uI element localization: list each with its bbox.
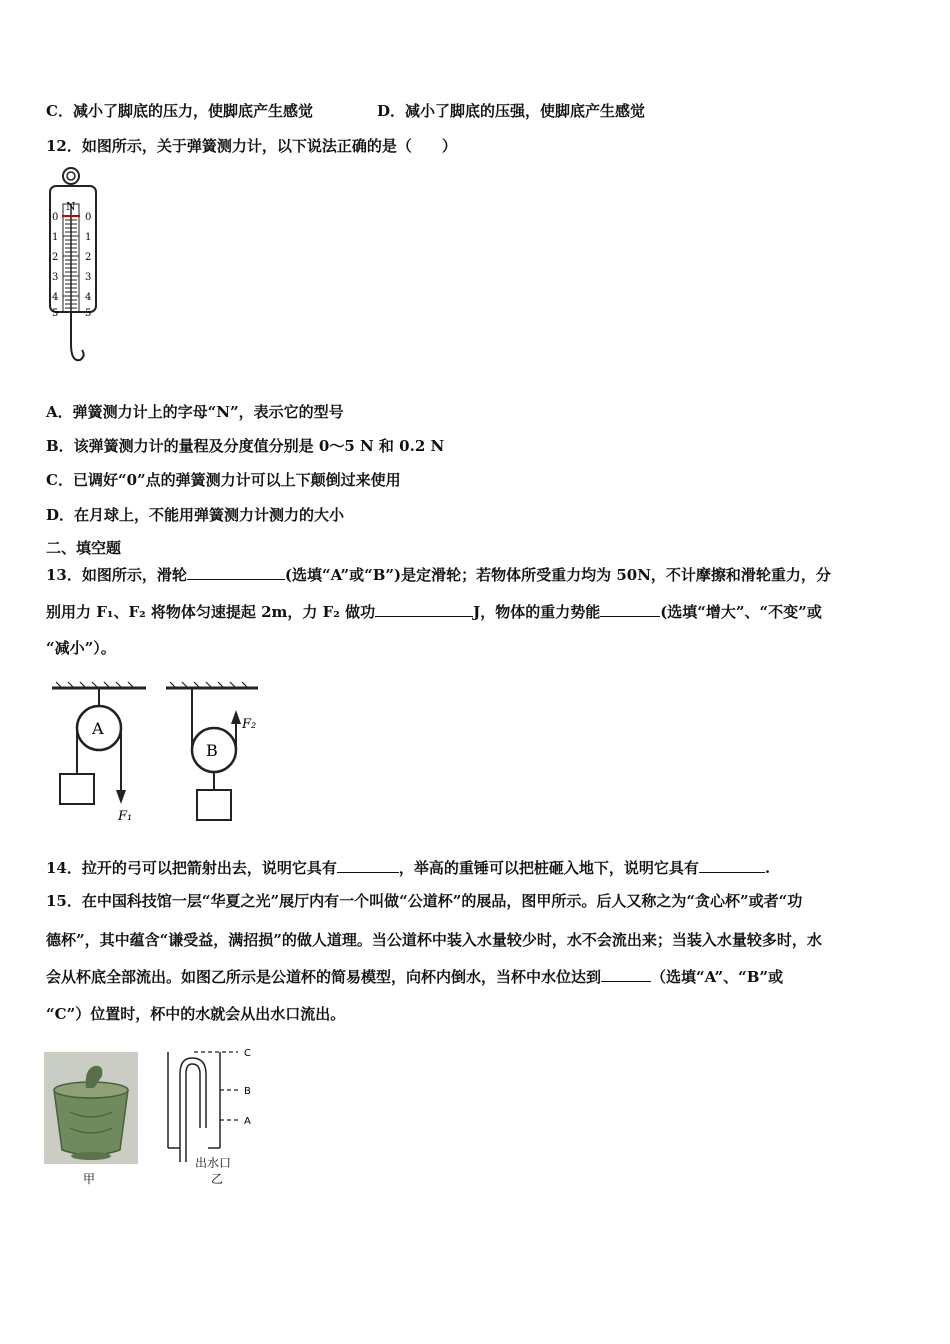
q12-option-b: B．该弹簧测力计的量程及分度值分别是 0～5 N 和 0.2 N [46,437,445,455]
svg-text:2: 2 [52,252,59,263]
hook-icon [71,344,84,360]
spring-scale-figure [44,164,104,374]
svg-text:0: 0 [85,212,92,223]
q14-blank-1[interactable] [337,858,399,873]
cup-photo [44,1052,138,1164]
q15-line-3: 会从杯底全部流出。如图乙所示是公道杯的简易模型，向杯内倒水，当杯中水位达到 （选填“A”、“B”或 [46,968,784,986]
q15-blank[interactable] [601,967,651,982]
q13-line-2: 别用力 F₁、F₂ 将物体匀速提起 2m，力 F₂ 做功 J，物体的重力势能 (选填“增大”、“不变”或 [46,603,822,621]
svg-text:3: 3 [85,272,92,283]
pulley-a-label: A [92,719,104,738]
q13-line-3: “减小”）。 [46,639,116,657]
q12-stem: 12．如图所示，关于弹簧测力计，以下说法正确的是（ ） [46,137,457,155]
q12-option-d: D．在月球上，不能用弹簧测力计测力的大小 [46,506,345,524]
q15-line-2: 德杯”，其中蕴含“谦受益，满招损”的做人道理。当公道杯中装入水量较少时，水不会流出来；当装入水量较多时，水 [46,931,822,949]
level-c-label: C [244,1048,251,1059]
cup-model-figure [160,1044,270,1168]
q11-option-d: D．减小了脚底的压强，使脚底产生感觉 [377,102,646,120]
q13-blank-1[interactable] [187,565,285,580]
q11-option-c: C．减小了脚底的压力，使脚底产生感觉 [46,102,313,120]
svg-text:1: 1 [52,232,59,243]
pulley-b-label: B [206,741,218,760]
svg-text:3: 3 [52,272,59,283]
unit-label: N [66,200,76,213]
q15-line-1: 15．在中国科技馆一层“华夏之光”展厅内有一个叫做“公道杯”的展品，图甲所示。后人又称之为“贪心杯”或者“功 [46,892,803,910]
caption-yi: 乙 [211,1172,224,1186]
q13-blank-2[interactable] [375,602,473,617]
svg-text:5: 5 [52,308,59,319]
svg-text:4: 4 [85,292,92,303]
q13-line-1: 13．如图所示，滑轮 (选填“A”或“B”)是定滑轮；若物体所受重力均为 50N，不计摩擦和滑轮重力，分 [46,566,831,584]
svg-text:4: 4 [52,292,59,303]
q12-option-a: A．弹簧测力计上的字母“N”，表示它的型号 [46,403,344,421]
ring-icon [63,168,79,184]
svg-text:5: 5 [85,308,92,319]
force-f1-label: F₁ [118,809,133,824]
svg-text:2: 2 [85,252,92,263]
svg-text:0: 0 [52,212,59,223]
section-title: 二、填空题 [46,539,122,557]
q13-blank-3[interactable] [600,602,660,617]
svg-text:1: 1 [85,232,92,243]
q15-line-4: “C”）位置时，杯中的水就会从出水口流出。 [46,1005,346,1023]
outlet-label: 出水口 [195,1156,232,1170]
caption-jia: 甲 [83,1172,96,1186]
level-a-label: A [244,1116,251,1127]
q14-line: 14．拉开的弓可以把箭射出去，说明它具有 ，举高的重锤可以把桩砸入地下，说明它具有 . [46,859,771,877]
level-b-label: B [244,1086,251,1097]
q14-blank-2[interactable] [699,858,765,873]
pulley-figure [46,678,266,828]
q12-option-c: C．已调好“0”点的弹簧测力计可以上下颠倒过来使用 [46,471,401,489]
force-f2-label: F₂ [242,717,257,732]
